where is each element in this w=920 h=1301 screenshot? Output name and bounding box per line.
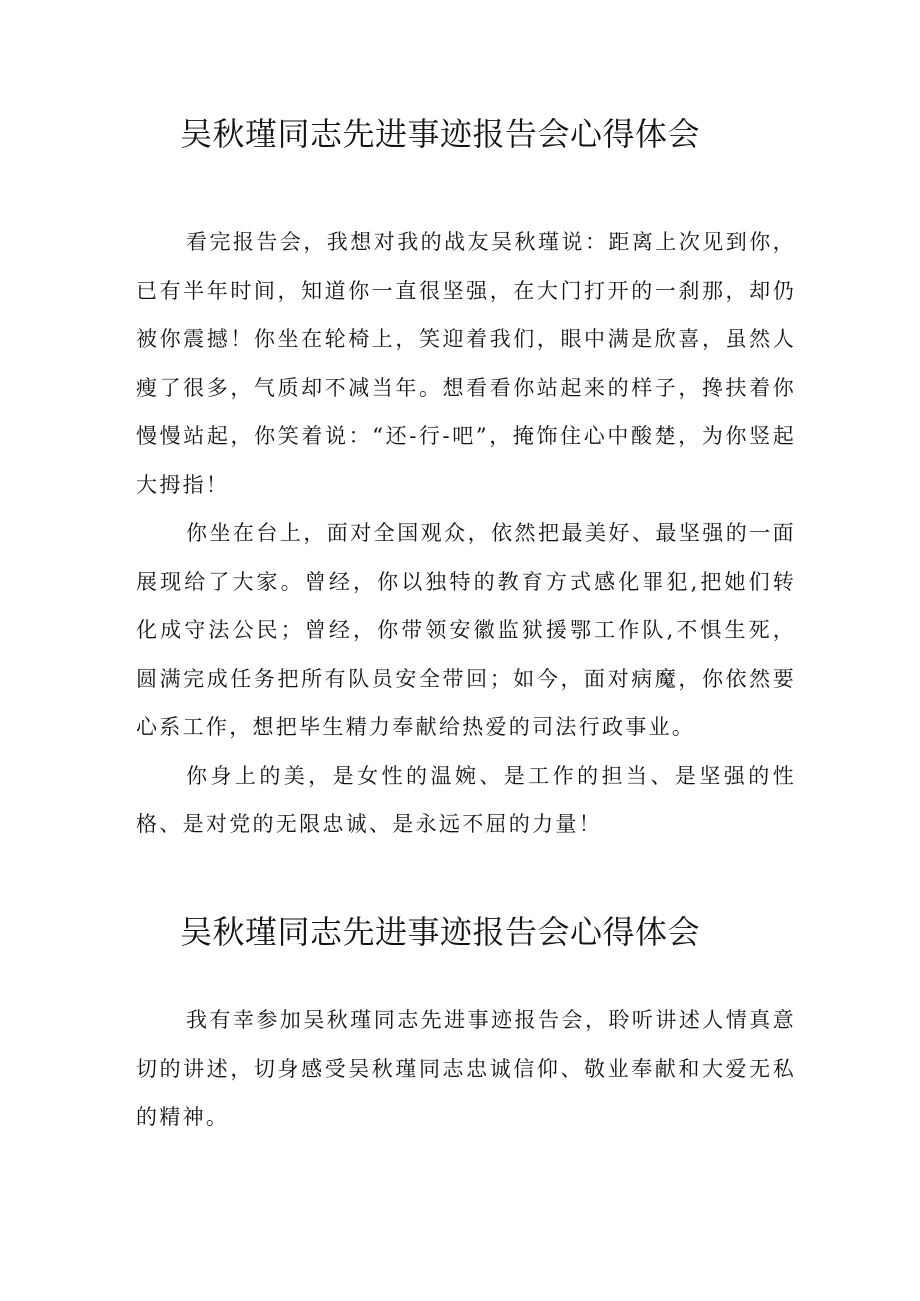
article-2-paragraph-1: 我有幸参加吴秋瑾同志先进事迹报告会，聆听讲述人情真意切的讲述，切身感受吴秋瑾同志忠诚信仰、敬业奉献和大爱无私的精神。 [136, 1008, 796, 1129]
article-1-paragraph-1: 看完报告会，我想对我的战友吴秋瑾说：距离上次见到你，已有半年时间，知道你一直很坚强，在大门打开的一刹那，却仍被你震撼！你坐在轮椅上，笑迎着我们，眼中满是欣喜，虽然人瘦了很多，气质却不减当年。想看看你站起来的样子，搀扶着你慢慢站起，你笑着说：“还-行-吧”，掩饰住心中酸楚，为你竖起大拇指！ [136, 230, 796, 497]
article-1-title: 吴秋瑾同志先进事迹报告会心得体会 [180, 115, 701, 153]
article-1-paragraph-3: 你身上的美，是女性的温婉、是工作的担当、是坚强的性格、是对党的无限忠诚、是永远不屈的力量！ [136, 763, 796, 836]
article-1-paragraph-2: 你坐在台上，面对全国观众，依然把最美好、最坚强的一面展现给了大家。曾经，你以独特的教育方式感化罪犯,把她们转化成守法公民；曾经，你带领安徽监狱援鄂工作队,不惧生死，圆满完成任务把所有队员安全带回；如今，面对病魔，你依然要心系工作，想把毕生精力奉献给热爱的司法行政事业。 [136, 521, 796, 739]
article-1-body [136, 218, 796, 849]
article-2-body [136, 996, 796, 1142]
article-2-title: 吴秋瑾同志先进事迹报告会心得体会 [180, 913, 701, 951]
